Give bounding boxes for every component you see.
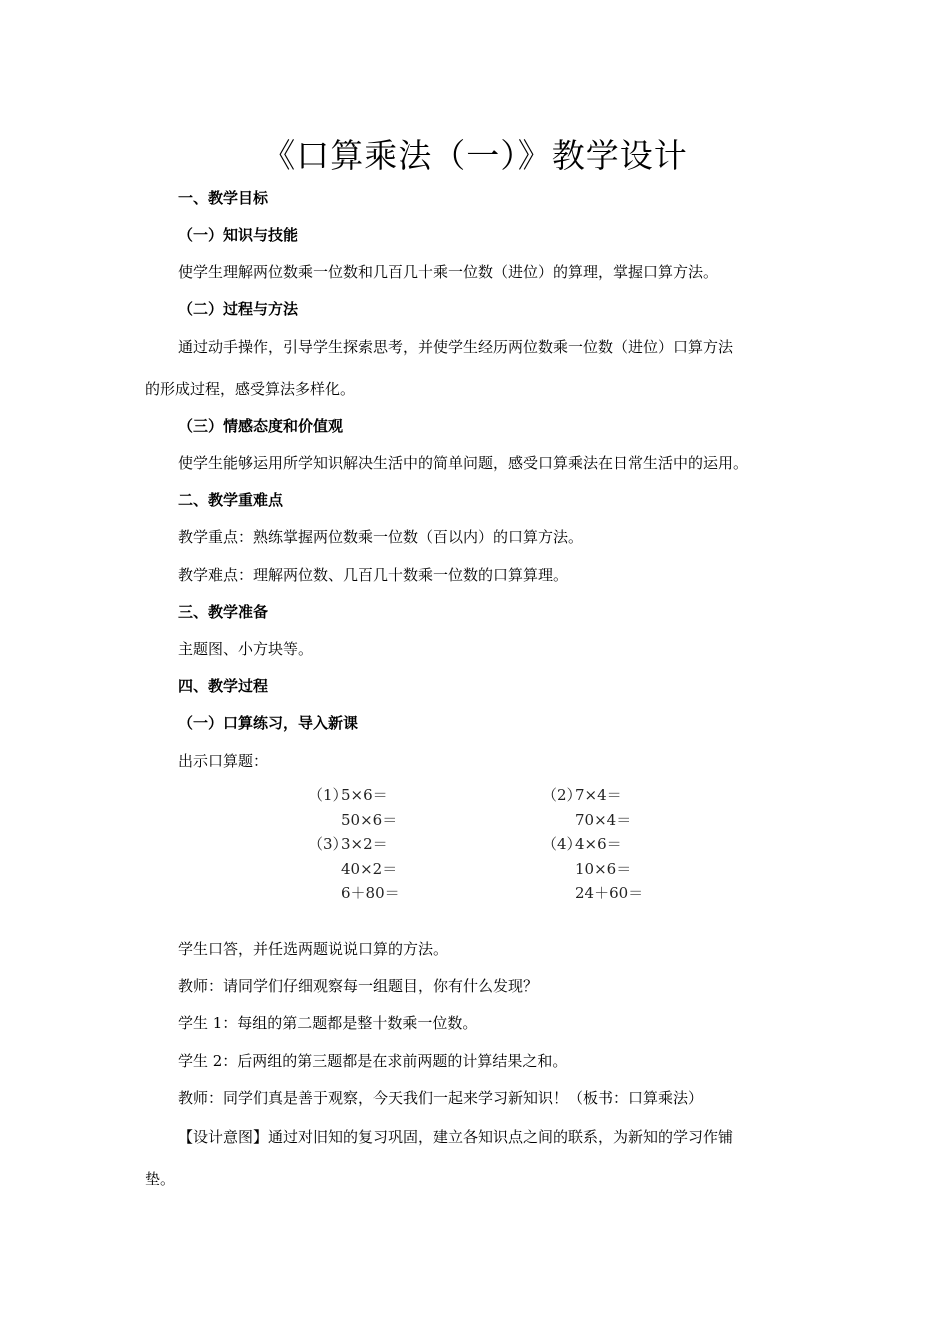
- exercise-column-left: [308, 783, 400, 906]
- paragraph-process-line2: 的形成过程，感受算法多样化。: [145, 380, 356, 398]
- exercise-item: 3×2＝: [341, 835, 388, 853]
- exercise-item: 40×2＝: [341, 859, 398, 878]
- paragraph-knowledge: 使学生理解两位数乘一位数和几百几十乘一位数（进位）的算理，掌握口算方法。: [178, 263, 719, 281]
- exercise-item: 70×4＝: [575, 810, 632, 829]
- exercise-label: （4）: [542, 835, 582, 853]
- paragraph-teacher-question: 教师：请同学们仔细观察每一组题目，你有什么发现？: [178, 977, 539, 995]
- paragraph-key-point: 教学重点：熟练掌握两位数乘一位数（百以内）的口算方法。: [178, 528, 584, 546]
- paragraph-design-intent-line1: 【设计意图】通过对旧知的复习巩固，建立各知识点之间的联系，为新知的学习作铺: [178, 1128, 734, 1146]
- paragraph-show-exercises: 出示口算题：: [178, 752, 269, 770]
- section-heading-objectives: 一、教学目标: [178, 189, 269, 207]
- subheading-attitude-values: （三）情感态度和价值观: [178, 417, 344, 435]
- section-heading-key-points: 二、教学重难点: [178, 491, 284, 509]
- exercise-item: 50×6＝: [341, 810, 398, 829]
- paragraph-teacher-intro: 教师：同学们真是善于观察，今天我们一起来学习新知识！（板书：口算乘法）: [178, 1089, 704, 1107]
- subheading-oral-practice: （一）口算练习，导入新课: [178, 714, 359, 732]
- subheading-knowledge-skills: （一）知识与技能: [178, 226, 299, 244]
- paragraph-student-1: 学生 1：每组的第二题都是整十数乘一位数。: [178, 1014, 478, 1032]
- subheading-process-method: （二）过程与方法: [178, 300, 299, 318]
- exercise-label: （1）: [308, 786, 348, 804]
- paragraph-student-2: 学生 2：后两组的第三题都是在求前两题的计算结果之和。: [178, 1052, 568, 1070]
- exercise-item: 6＋80＝: [341, 884, 400, 902]
- paragraph-preparation: 主题图、小方块等。: [178, 640, 314, 658]
- exercise-item: 5×6＝: [341, 786, 388, 804]
- exercise-column-right: [542, 783, 643, 906]
- paragraph-attitude: 使学生能够运用所学知识解决生活中的简单问题，感受口算乘法在日常生活中的运用。: [178, 454, 749, 472]
- section-heading-process: 四、教学过程: [178, 677, 269, 695]
- exercise-item: 4×6＝: [575, 835, 622, 853]
- paragraph-design-intent-line2: 垫。: [145, 1170, 176, 1188]
- exercise-item: 7×4＝: [575, 786, 622, 804]
- section-heading-preparation: 三、教学准备: [178, 603, 269, 621]
- exercise-item: 24＋60＝: [575, 884, 644, 902]
- exercise-item: 10×6＝: [575, 859, 632, 878]
- paragraph-process-line1: 通过动手操作，引导学生探索思考，并使学生经历两位数乘一位数（进位）口算方法: [178, 338, 734, 356]
- exercise-label: （2）: [542, 786, 582, 804]
- document-title: 《口算乘法（一）》教学设计: [262, 136, 688, 175]
- paragraph-difficult-point: 教学难点：理解两位数、几百几十数乘一位数的口算算理。: [178, 566, 569, 584]
- paragraph-student-answer: 学生口答，并任选两题说说口算的方法。: [178, 940, 449, 958]
- exercise-label: （3）: [308, 835, 348, 853]
